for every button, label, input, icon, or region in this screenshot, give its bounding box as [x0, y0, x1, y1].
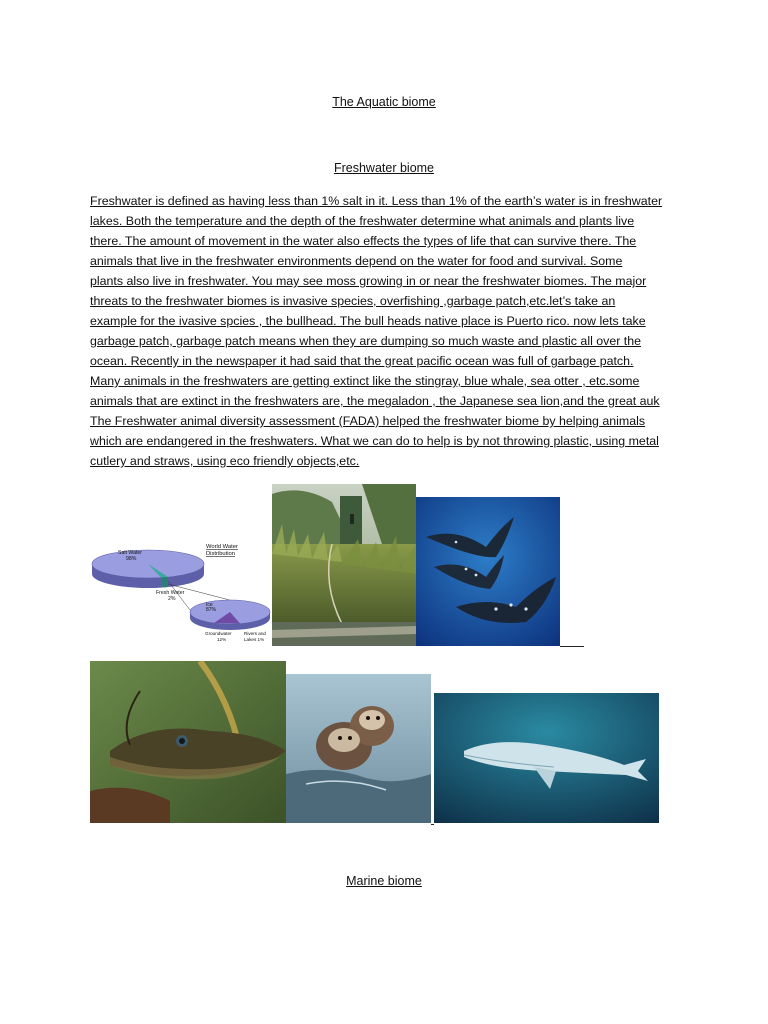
freshwater-paragraph: [90, 191, 682, 471]
paragraph-line: cutlery and straws, using eco friendly objects,etc.: [90, 454, 360, 468]
paragraph-line: plants also live in freshwater. You may see moss growing in or near the freshwater biomes. The major: [90, 274, 647, 288]
fresh-pct: 2%: [168, 596, 176, 602]
groundwater-label: Groundwater: [205, 631, 232, 636]
chart-title-line1: World Water: [206, 544, 238, 550]
ice-label: Ice: [206, 602, 213, 608]
trailing-underline: [431, 824, 434, 825]
paragraph-line: The Freshwater animal diversity assessment (FADA) helped the freshwater biome by helping animals: [90, 414, 646, 428]
stingray-photo: [416, 497, 560, 646]
rivers-label: Rivers and: [244, 631, 266, 636]
freshwater-heading: Freshwater biome: [333, 161, 435, 175]
paragraph-line: Freshwater is defined as having less than 1% salt in it. Less than 1% of the earth’s water is in freshwater: [90, 194, 663, 208]
fresh-label: Fresh Water: [156, 590, 185, 596]
paragraph-line: animals that are extinct in the freshwaters are, the megaladon , the Japanese sea lion,and the great auk: [90, 394, 660, 408]
bullhead-catfish-photo: [90, 661, 286, 823]
rivers-label-2: Lakes 1%: [244, 637, 265, 642]
marine-heading: Marine biome: [346, 874, 422, 888]
paragraph-line: threats to the freshwater biomes is invasive species, overfishing ,garbage patch,etc.let’s take an: [90, 294, 616, 308]
paragraph-line: there. The amount of movement in the water also effects the types of life that can survive there. The: [90, 234, 637, 248]
paragraph-line: example for the ivasive spcies , the bullhead. The bull heads native place is Puerto rico. now lets take: [90, 314, 646, 328]
document-title: The Aquatic biome: [332, 95, 436, 109]
blue-whale-photo: [434, 693, 659, 823]
ice-pct: 87%: [206, 607, 217, 613]
salt-fresh-pie: [92, 550, 204, 602]
groundwater-pct: 12%: [217, 637, 227, 642]
paragraph-line: which are endangered in the freshwaters. What we can do to help is by not throwing plastic, using metal: [90, 434, 659, 448]
paragraph-line: garbage patch, garbage patch means when they are dumping so much waste and plastic all over the: [90, 334, 642, 348]
world-water-distribution-chart: [88, 538, 272, 646]
pie-slice-fresh-edge: [161, 577, 168, 588]
freshwater-marsh-photo: [272, 484, 416, 646]
chart-title-line2: Distribution: [206, 551, 235, 557]
paragraph-line: ocean. Recently in the newspaper it had said that the great pacific ocean was full of garbage patch.: [90, 354, 634, 368]
trailing-underline: [560, 646, 584, 647]
salt-label: Salt Water: [118, 550, 143, 556]
paragraph-line: Many animals in the freshwaters are getting extinct like the stingray, blue whale, sea otter , etc.some: [90, 374, 640, 388]
water-chart-graphic: [88, 538, 272, 646]
paragraph-line: animals that live in the freshwater environments depend on the water for food and survival. Some: [90, 254, 623, 268]
sea-otters-photo: [286, 674, 431, 823]
freshwater-breakdown-pie: [190, 600, 270, 642]
paragraph-line: lakes. Both the temperature and the depth of the freshwater determine what animals and plants live: [90, 214, 635, 228]
salt-pct: 98%: [126, 556, 137, 562]
